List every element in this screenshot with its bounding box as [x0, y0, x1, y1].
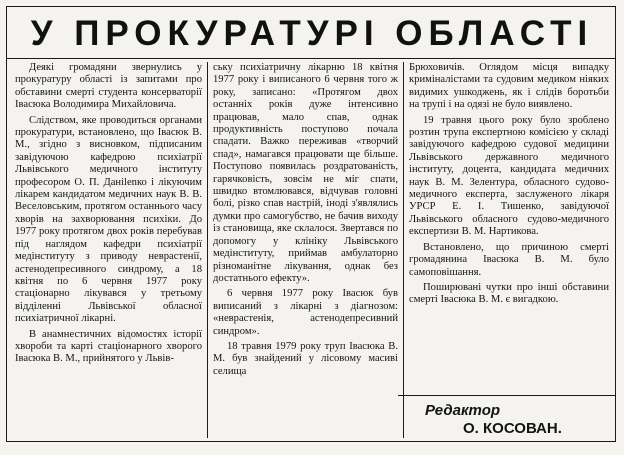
- paragraph: 19 травня цього року було зроблено розтин трупа експертною комісією у складі завідуючого кафедрою судової медицини Львівського державного медичного інституту, доцента, кандидата медичних наук В. М. Зелентура, обласного судово-медичного експерта, заслуженого лікаря УРСР Е. І. Тишенко, завідуючої Львівського обласного судово-медичного експертизи В. М. Нартикова.: [409, 114, 609, 238]
- column-3-text: [409, 62, 609, 392]
- paragraph: ську психіатричну лікарню 18 квітня 1977 року і виписаного 6 червня того ж року, записано: «Протягом двох останніх років дуже інтенсивно працював, мало спав, однак продуктивність поступово почала спадати. Важко переживав «творчий спад», намагався працювати ще більше. Поступово появилась роздратованість, гарячковість, зовсім не міг спати, швидко втомлювався, відчував головні болі, різко спав настрій, іноді з'являлись думки про самогубство, не бачив виходу із становища, яке склалося. Звертався по допомогу у клініку Львівського медінституту, приймав амбулаторно різноманітне лікування, однак без достатнього ефекту».: [213, 62, 398, 284]
- editor-signature: [425, 402, 615, 438]
- signature-name: О. КОСОВАН.: [463, 420, 562, 437]
- article-column-3: [404, 62, 614, 438]
- signature-role: Редактор: [425, 402, 501, 419]
- article-column-2: [208, 62, 404, 438]
- paragraph: Встановлено, що причиною смерті громадянина Івасюка В. М. було самоповішання.: [409, 241, 609, 278]
- article-headline: У ПРОКУРАТУРІ ОБЛАСТІ: [30, 14, 594, 53]
- headline-divider: [6, 58, 616, 59]
- signature-divider: [398, 395, 616, 396]
- paragraph: Деякі громадяни звернулись у прокуратуру області із запитами про обставини смерті студента консерваторії Івасюка Володимира Михайловича.: [15, 62, 202, 111]
- paragraph: Поширювані чутки про інші обставини смерті Івасюка В. М. є вигадкою.: [409, 281, 609, 306]
- paragraph: 6 червня 1977 року Івасюк був виписаний з лікарні з діагнозом: «неврастенія, астенодепресивний синдром».: [213, 288, 398, 337]
- paragraph: В анамнестичних відомостях історії хвороби та карті стаціонарного хворого Івасюка В. М., прийнятого у Львів-: [15, 328, 202, 365]
- article-column-1: [10, 62, 208, 438]
- paragraph: 18 травня 1979 року труп Івасюка В. М. був знайдений у лісовому масиві селища: [213, 340, 398, 377]
- paragraph: Слідством, яке проводиться органами прокуратури, встановлено, що Івасюк В. М., згідно з висновком, підписаним завідуючою кафедрою психіатрії Львівського медичного інституту професором О. П. Данilenко і лікуючим лікарем кандидатом медичних наук В. В. Веселовським, протягом останнього часу хворів на захворювання психіки. До 1977 року протягом двох років перебував під наглядом кафедри психіатрії медінституту з приводу неврастенії, астенодепресивного синдрому, а 18 квітня по 6 червня 1977 року стаціонарно лікувався у третьому відділенні Львівської обласної психіатричної лікарні.: [15, 114, 202, 325]
- paragraph: Брюховичів. Оглядом місця випадку криміналістами та судовим медиком ніяких видимих ушкоджень, як і слідів боротьби на трупі і на одязі не було виявлено.: [409, 62, 609, 111]
- article-columns: [10, 62, 614, 438]
